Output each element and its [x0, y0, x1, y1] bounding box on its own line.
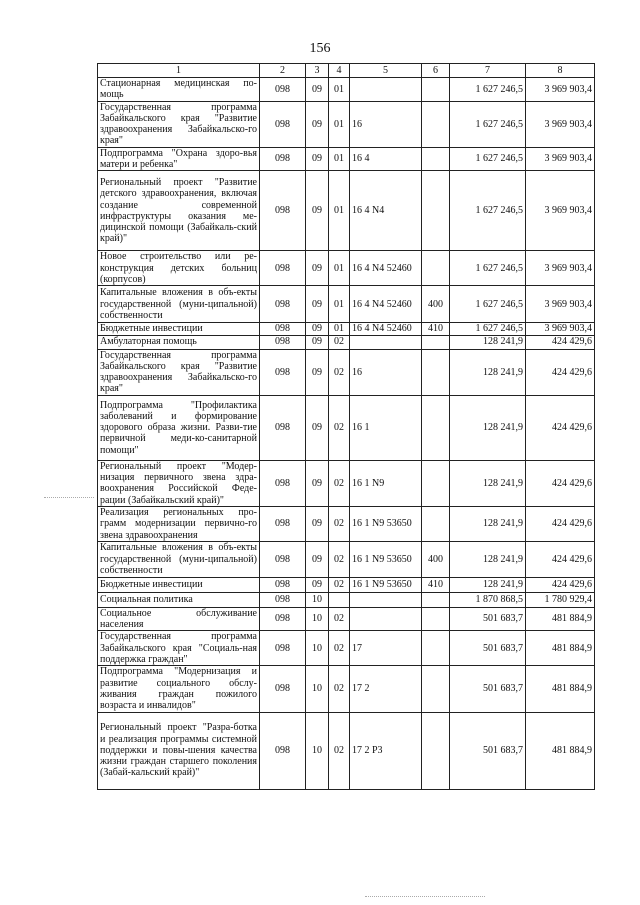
cell-col-7: 1 627 246,5	[450, 286, 526, 323]
cell-col-5: 16	[350, 349, 422, 395]
column-header: 6	[422, 64, 450, 78]
table-row	[98, 607, 595, 631]
cell-col-7: 1 627 246,5	[450, 251, 526, 286]
cell-col-5: 16 1 N9 53650	[350, 577, 422, 592]
cell-col-4: 01	[329, 78, 350, 102]
cell-col-5	[350, 607, 422, 631]
cell-col-2: 098	[260, 286, 306, 323]
cell-col-2: 098	[260, 577, 306, 592]
cell-col-5	[350, 78, 422, 102]
table-row	[98, 712, 595, 789]
cell-col-7: 1 627 246,5	[450, 171, 526, 251]
cell-col-7: 128 241,9	[450, 541, 526, 577]
cell-col-2: 098	[260, 395, 306, 460]
cell-col-4: 02	[329, 395, 350, 460]
table-row	[98, 251, 595, 286]
cell-col-4: 02	[329, 541, 350, 577]
cell-col-5: 17 2 P3	[350, 712, 422, 789]
cell-col-7: 501 683,7	[450, 666, 526, 712]
table-row	[98, 631, 595, 666]
cell-col-5: 16 4 N4 52460	[350, 323, 422, 335]
cell-col-8: 3 969 903,4	[526, 251, 595, 286]
cell-col-3: 09	[306, 577, 329, 592]
cell-col-8: 424 429,6	[526, 577, 595, 592]
cell-col-5: 16 1	[350, 395, 422, 460]
cell-col-2: 098	[260, 712, 306, 789]
row-name-cell: Социальное обслуживание населения	[98, 607, 260, 631]
table-row	[98, 171, 595, 251]
cell-col-5: 16 4 N4	[350, 171, 422, 251]
cell-col-7: 128 241,9	[450, 335, 526, 349]
cell-col-3: 09	[306, 323, 329, 335]
table-row	[98, 286, 595, 323]
row-name-cell: Государственная программа Забайкальского края "Развитие здравоохранения Забайкальско-го края"	[98, 349, 260, 395]
row-name-cell: Реализация региональных про-грамм модернизации первично-го звена здравоохранения	[98, 506, 260, 541]
table-row	[98, 78, 595, 102]
cell-col-3: 10	[306, 666, 329, 712]
cell-col-7: 1 627 246,5	[450, 323, 526, 335]
row-name-cell: Подпрограмма "Профилактика заболеваний и формирование здорового образа жизни. Разви-тие первичной меди-ко-санитарной помощи"	[98, 395, 260, 460]
cell-col-7: 501 683,7	[450, 712, 526, 789]
row-name-cell: Капитальные вложения в объ-екты государственной (муни-ципальной) собственности	[98, 541, 260, 577]
row-name-cell: Новое строительство или ре-конструкция детских больниц (корпусов)	[98, 251, 260, 286]
cell-col-7: 128 241,9	[450, 395, 526, 460]
row-name-cell: Бюджетные инвестиции	[98, 323, 260, 335]
cell-col-5: 16	[350, 101, 422, 147]
cell-col-7: 128 241,9	[450, 506, 526, 541]
table-row	[98, 506, 595, 541]
row-name-cell: Государственная программа Забайкальского края "Социаль-ная поддержка граждан"	[98, 631, 260, 666]
table-row	[98, 592, 595, 607]
cell-col-8: 3 969 903,4	[526, 323, 595, 335]
cell-col-8: 481 884,9	[526, 607, 595, 631]
cell-col-6	[422, 607, 450, 631]
cell-col-8: 481 884,9	[526, 712, 595, 789]
table-row	[98, 460, 595, 506]
cell-col-4: 01	[329, 171, 350, 251]
cell-col-7: 1 627 246,5	[450, 78, 526, 102]
cell-col-7: 1 870 868,5	[450, 592, 526, 607]
cell-col-6	[422, 101, 450, 147]
row-name-cell: Подпрограмма "Модернизация и развитие социального обслу-живания граждан пожилого возраста и инвалидов"	[98, 666, 260, 712]
table-row	[98, 335, 595, 349]
cell-col-6	[422, 78, 450, 102]
cell-col-8: 3 969 903,4	[526, 101, 595, 147]
cell-col-8: 424 429,6	[526, 506, 595, 541]
cell-col-8: 424 429,6	[526, 335, 595, 349]
cell-col-2: 098	[260, 349, 306, 395]
cell-col-3: 09	[306, 506, 329, 541]
cell-col-8: 424 429,6	[526, 395, 595, 460]
cell-col-2: 098	[260, 335, 306, 349]
cell-col-2: 098	[260, 592, 306, 607]
row-name-cell: Региональный проект "Модер-низация первичного звена здра-воохранения Российской Феде-рации (Забайкальский край)"	[98, 460, 260, 506]
cell-col-2: 098	[260, 631, 306, 666]
cell-col-7: 128 241,9	[450, 349, 526, 395]
cell-col-3: 09	[306, 286, 329, 323]
cell-col-5: 16 4 N4 52460	[350, 251, 422, 286]
cell-col-6	[422, 712, 450, 789]
cell-col-3: 09	[306, 147, 329, 171]
cell-col-5: 16 1 N9 53650	[350, 506, 422, 541]
cell-col-2: 098	[260, 666, 306, 712]
cell-col-5: 16 4	[350, 147, 422, 171]
cell-col-5	[350, 592, 422, 607]
cell-col-6	[422, 335, 450, 349]
cell-col-8: 3 969 903,4	[526, 78, 595, 102]
cell-col-4: 02	[329, 631, 350, 666]
cell-col-6: 400	[422, 541, 450, 577]
cell-col-4: 01	[329, 251, 350, 286]
table-row	[98, 666, 595, 712]
table-row	[98, 323, 595, 335]
cell-col-6	[422, 171, 450, 251]
cell-col-8: 424 429,6	[526, 349, 595, 395]
cell-col-6	[422, 460, 450, 506]
cell-col-6	[422, 666, 450, 712]
cell-col-6	[422, 506, 450, 541]
table-row	[98, 395, 595, 460]
cell-col-4: 01	[329, 147, 350, 171]
cell-col-6: 410	[422, 577, 450, 592]
table-row	[98, 349, 595, 395]
cell-col-4: 01	[329, 101, 350, 147]
column-header: 2	[260, 64, 306, 78]
cell-col-3: 09	[306, 101, 329, 147]
column-header: 3	[306, 64, 329, 78]
row-name-cell: Амбулаторная помощь	[98, 335, 260, 349]
row-name-cell: Подпрограмма "Охрана здоро-вья матери и ребенка"	[98, 147, 260, 171]
cell-col-6	[422, 395, 450, 460]
cell-col-2: 098	[260, 460, 306, 506]
cell-col-3: 09	[306, 395, 329, 460]
cell-col-7: 128 241,9	[450, 577, 526, 592]
row-name-cell: Региональный проект "Развитие детского здравоохранения, включая создание современной инфраструктуры оказания ме-дицинской помощи (Забайкаль-ский край)"	[98, 171, 260, 251]
cell-col-4: 02	[329, 335, 350, 349]
cell-col-3: 10	[306, 631, 329, 666]
cell-col-8: 3 969 903,4	[526, 286, 595, 323]
row-name-cell: Капитальные вложения в объ-екты государственной (муни-ципальной) собственности	[98, 286, 260, 323]
cell-col-3: 09	[306, 171, 329, 251]
cell-col-2: 098	[260, 506, 306, 541]
cell-col-2: 098	[260, 101, 306, 147]
table-row	[98, 101, 595, 147]
cell-col-2: 098	[260, 171, 306, 251]
cell-col-2: 098	[260, 607, 306, 631]
cell-col-8: 3 969 903,4	[526, 147, 595, 171]
cell-col-6: 410	[422, 323, 450, 335]
cell-col-7: 501 683,7	[450, 631, 526, 666]
cell-col-5: 16 4 N4 52460	[350, 286, 422, 323]
cell-col-8: 481 884,9	[526, 666, 595, 712]
cell-col-5: 16 1 N9 53650	[350, 541, 422, 577]
cell-col-3: 09	[306, 335, 329, 349]
cell-col-6	[422, 147, 450, 171]
cell-col-7: 1 627 246,5	[450, 147, 526, 171]
cell-col-5: 17 2	[350, 666, 422, 712]
cell-col-8: 3 969 903,4	[526, 171, 595, 251]
cell-col-5: 16 1 N9	[350, 460, 422, 506]
cell-col-4	[329, 592, 350, 607]
cell-col-4: 01	[329, 286, 350, 323]
row-name-cell: Социальная политика	[98, 592, 260, 607]
table-header-row	[98, 64, 595, 78]
table-row	[98, 577, 595, 592]
cell-col-6	[422, 349, 450, 395]
column-header: 1	[98, 64, 260, 78]
budget-table	[97, 63, 595, 790]
cell-col-2: 098	[260, 541, 306, 577]
cell-col-4: 02	[329, 349, 350, 395]
cell-col-4: 02	[329, 712, 350, 789]
cell-col-7: 128 241,9	[450, 460, 526, 506]
cell-col-8: 424 429,6	[526, 460, 595, 506]
cell-col-2: 098	[260, 323, 306, 335]
cell-col-8: 424 429,6	[526, 541, 595, 577]
cell-col-3: 09	[306, 460, 329, 506]
row-name-cell: Бюджетные инвестиции	[98, 577, 260, 592]
cell-col-4: 02	[329, 666, 350, 712]
cell-col-3: 10	[306, 607, 329, 631]
cell-col-4: 02	[329, 460, 350, 506]
cell-col-6	[422, 631, 450, 666]
column-header: 7	[450, 64, 526, 78]
cell-col-8: 481 884,9	[526, 631, 595, 666]
column-header: 4	[329, 64, 350, 78]
cell-col-3: 10	[306, 712, 329, 789]
cell-col-6: 400	[422, 286, 450, 323]
cell-col-4: 01	[329, 323, 350, 335]
cell-col-3: 09	[306, 78, 329, 102]
page-number: 156	[309, 41, 331, 56]
column-header: 8	[526, 64, 595, 78]
cell-col-2: 098	[260, 251, 306, 286]
table-row	[98, 147, 595, 171]
row-name-cell: Стационарная медицинская по-мощь	[98, 78, 260, 102]
scan-artifact-bottom	[365, 896, 485, 897]
cell-col-3: 09	[306, 349, 329, 395]
column-header: 5	[350, 64, 422, 78]
table-row	[98, 541, 595, 577]
cell-col-5: 17	[350, 631, 422, 666]
cell-col-4: 02	[329, 607, 350, 631]
cell-col-3: 09	[306, 541, 329, 577]
cell-col-6	[422, 592, 450, 607]
cell-col-7: 1 627 246,5	[450, 101, 526, 147]
cell-col-5	[350, 335, 422, 349]
cell-col-8: 1 780 929,4	[526, 592, 595, 607]
cell-col-4: 02	[329, 506, 350, 541]
cell-col-7: 501 683,7	[450, 607, 526, 631]
cell-col-6	[422, 251, 450, 286]
cell-col-4: 02	[329, 577, 350, 592]
cell-col-2: 098	[260, 78, 306, 102]
cell-col-2: 098	[260, 147, 306, 171]
row-name-cell: Государственная программа Забайкальского края "Развитие здравоохранения Забайкальско-го края"	[98, 101, 260, 147]
row-name-cell: Региональный проект "Разра-ботка и реализация программы системной поддержки и повы-шения качества жизни граждан старшего поколения (Забай-кальский край)"	[98, 712, 260, 789]
cell-col-3: 09	[306, 251, 329, 286]
scan-artifact-left	[44, 497, 94, 498]
cell-col-3: 10	[306, 592, 329, 607]
